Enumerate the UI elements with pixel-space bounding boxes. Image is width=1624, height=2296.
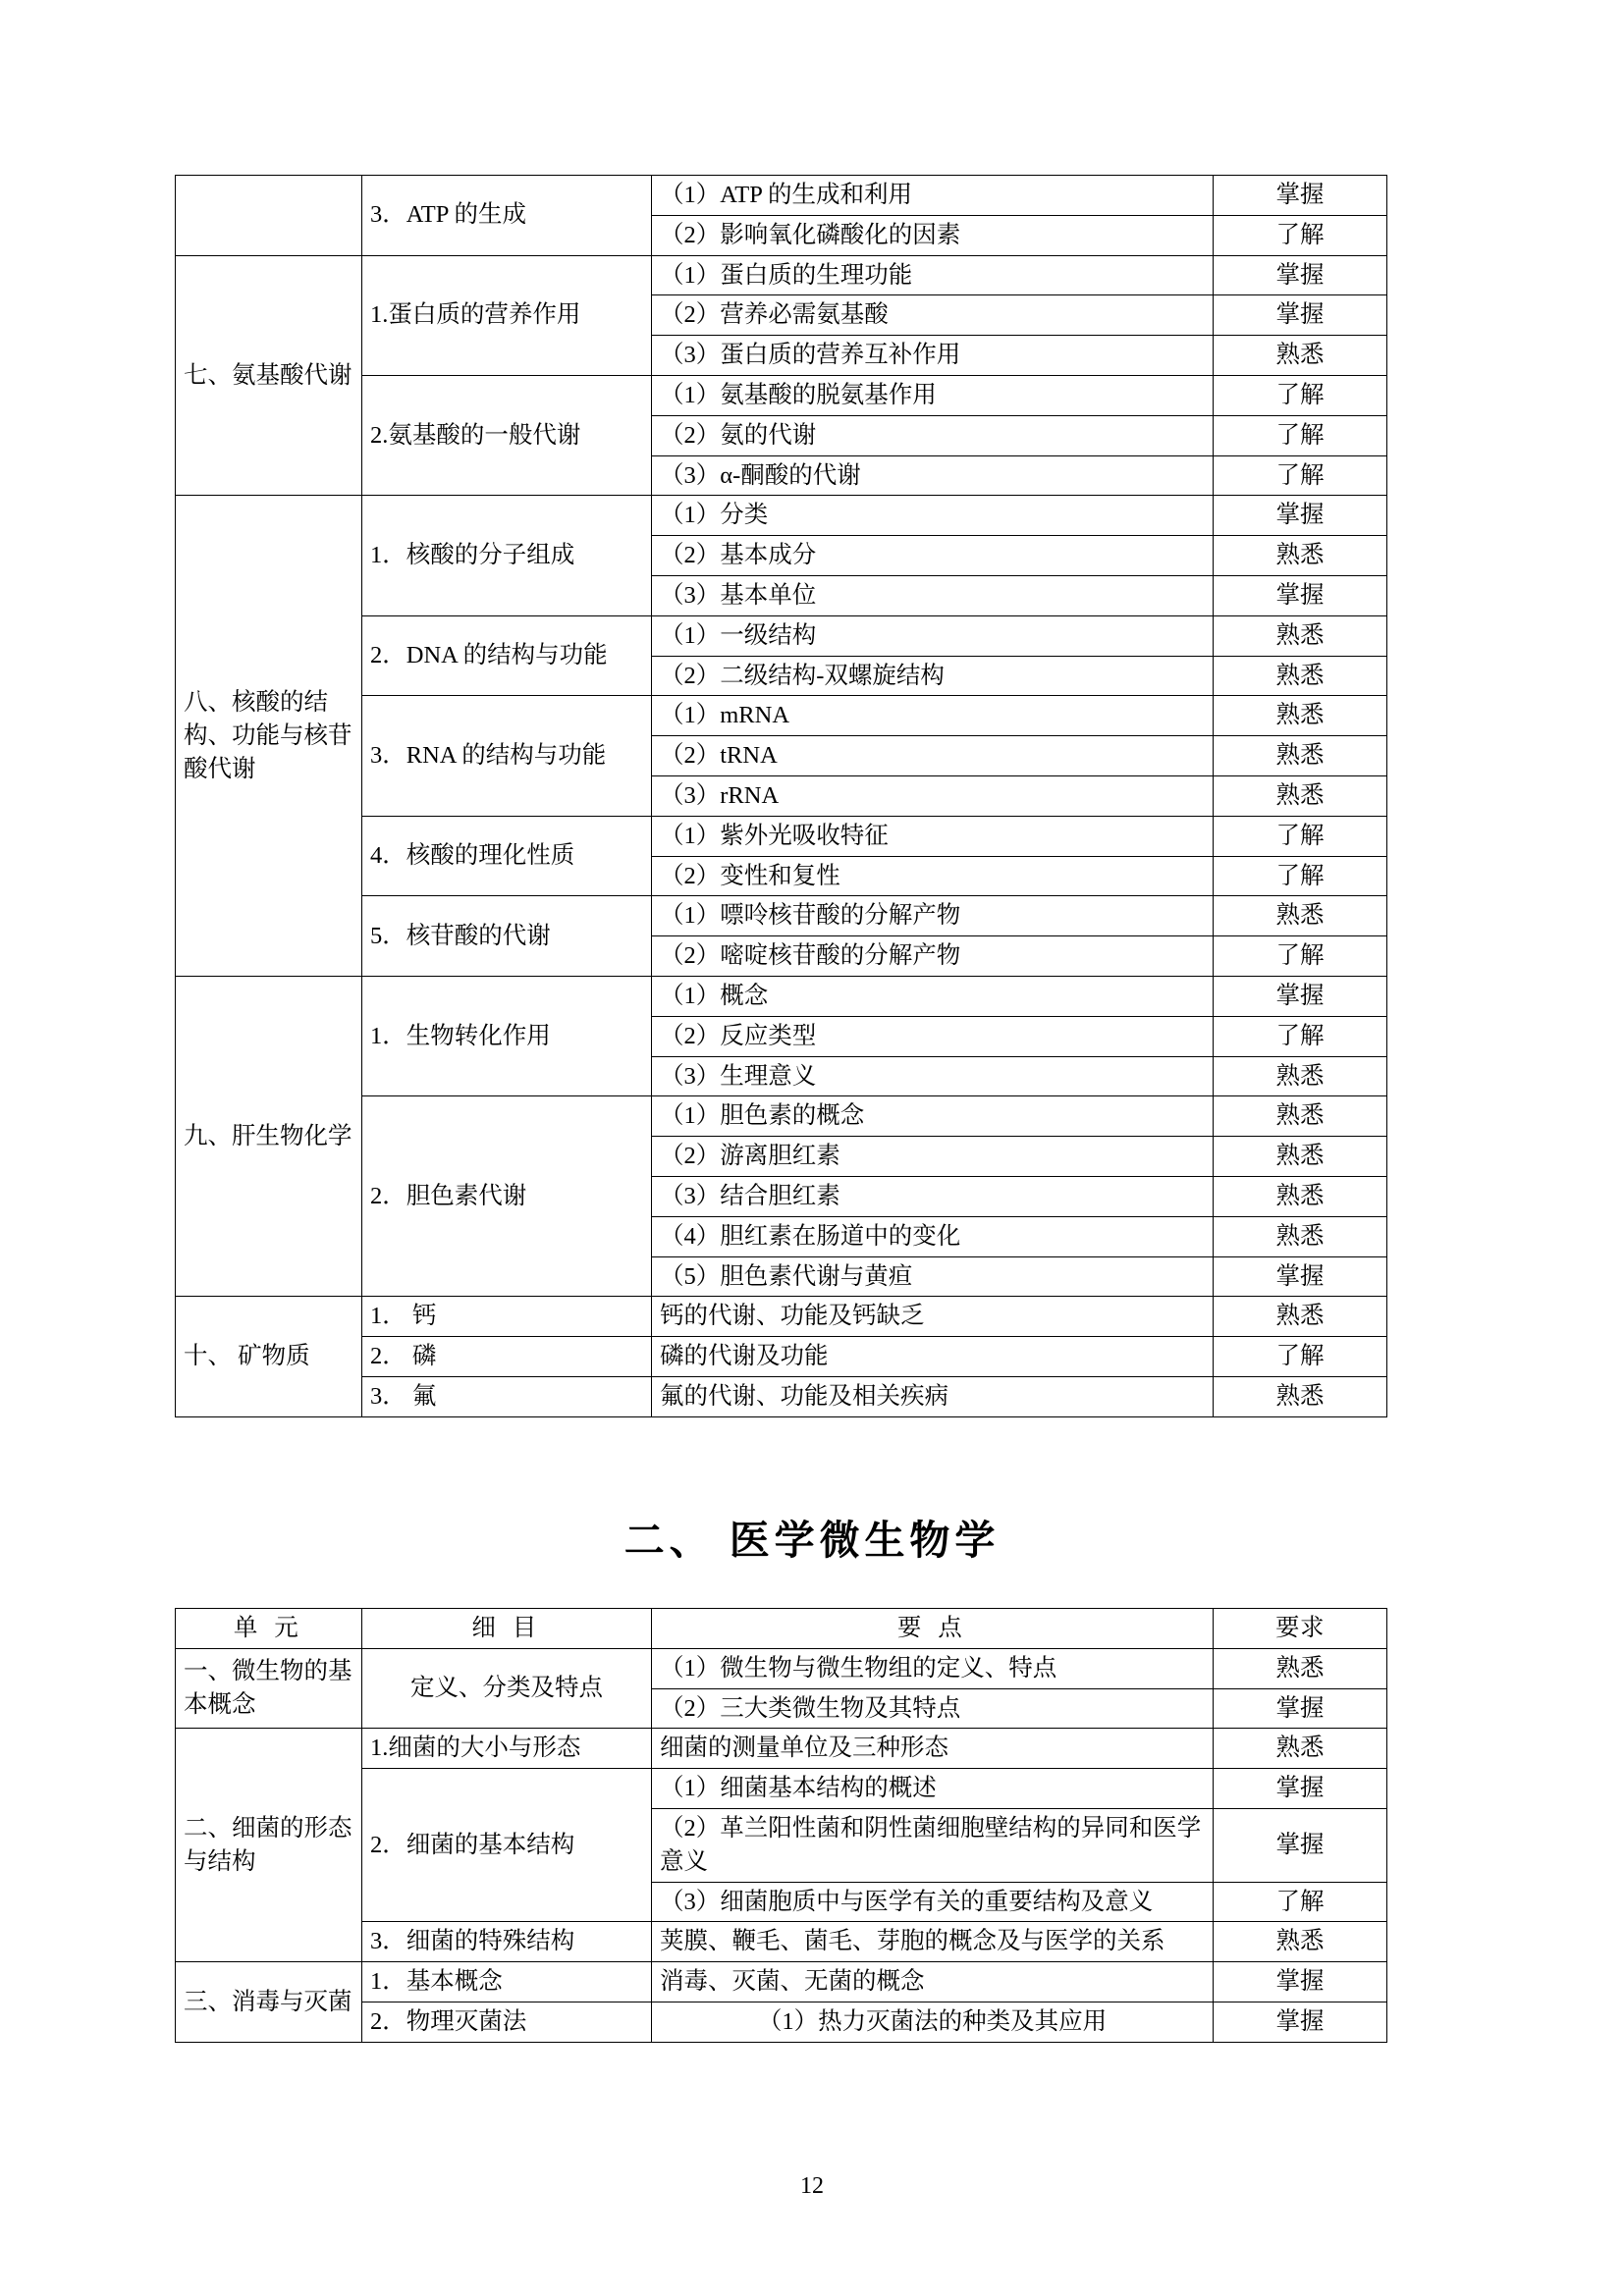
point-cell: （1）分类 (652, 496, 1214, 536)
point-cell: （4）胆红素在肠道中的变化 (652, 1216, 1214, 1256)
point-cell: （3）α-酮酸的代谢 (652, 455, 1214, 496)
point-cell: （2）反应类型 (652, 1016, 1214, 1056)
detail-cell: 2.氨基酸的一般代谢 (362, 375, 652, 495)
unit-cell: 三、消毒与灭菌 (176, 1962, 362, 2043)
point-cell: （1）一级结构 (652, 615, 1214, 656)
point-cell: （1）氨基酸的脱氨基作用 (652, 375, 1214, 415)
point-cell: （2）营养必需氨基酸 (652, 295, 1214, 336)
table-row (176, 1297, 1387, 1337)
requirement-cell: 了解 (1214, 856, 1387, 896)
point-cell: （2）嘧啶核苷酸的分解产物 (652, 936, 1214, 977)
point-cell: （1）热力灭菌法的种类及其应用 (652, 2002, 1214, 2042)
unit-cell: 二、细菌的形态与结构 (176, 1729, 362, 1962)
point-cell: （2）革兰阳性菌和阴性菌细胞壁结构的异同和医学意义 (652, 1808, 1214, 1882)
requirement-cell: 熟悉 (1214, 1922, 1387, 1962)
point-cell: （3）蛋白质的营养互补作用 (652, 336, 1214, 376)
point-cell: （3）生理意义 (652, 1056, 1214, 1096)
point-cell: （2）影响氧化磷酸化的因素 (652, 215, 1214, 255)
requirement-cell: 了解 (1214, 1016, 1387, 1056)
requirement-cell: 熟悉 (1214, 1176, 1387, 1216)
requirement-cell: 了解 (1214, 215, 1387, 255)
detail-cell: 3．RNA 的结构与功能 (362, 696, 652, 816)
requirement-cell: 掌握 (1214, 255, 1387, 295)
point-cell: （2）tRNA (652, 736, 1214, 776)
table-row (176, 176, 1387, 216)
detail-cell: 3． 氟 (362, 1376, 652, 1416)
requirement-cell: 熟悉 (1214, 1216, 1387, 1256)
detail-cell: 1.细菌的大小与形态 (362, 1729, 652, 1769)
requirement-cell: 掌握 (1214, 1256, 1387, 1297)
point-cell: （1）紫外光吸收特征 (652, 816, 1214, 856)
detail-cell: 2．胆色素代谢 (362, 1096, 652, 1297)
table-row (176, 496, 1387, 536)
requirement-cell: 掌握 (1214, 295, 1387, 336)
point-cell: （1）微生物与微生物组的定义、特点 (652, 1648, 1214, 1688)
point-cell: 磷的代谢及功能 (652, 1337, 1214, 1377)
unit-cell: 七、氨基酸代谢 (176, 255, 362, 496)
detail-cell: 1．生物转化作用 (362, 976, 652, 1095)
detail-cell: 3．ATP 的生成 (362, 176, 652, 256)
point-cell: （1）mRNA (652, 696, 1214, 736)
table-row (176, 1648, 1387, 1688)
detail-cell: 3．细菌的特殊结构 (362, 1922, 652, 1962)
requirement-cell: 熟悉 (1214, 1297, 1387, 1337)
table-row (176, 1729, 1387, 1769)
point-cell: 消毒、灭菌、无菌的概念 (652, 1962, 1214, 2002)
table-row (176, 255, 1387, 295)
requirement-cell: 熟悉 (1214, 896, 1387, 936)
requirement-cell: 了解 (1214, 375, 1387, 415)
detail-cell: 2． 磷 (362, 1337, 652, 1377)
requirement-cell: 熟悉 (1214, 1648, 1387, 1688)
page-number: 12 (800, 2173, 824, 2199)
unit-cell: 九、肝生物化学 (176, 976, 362, 1296)
requirement-cell: 掌握 (1214, 976, 1387, 1016)
detail-cell: 1． 钙 (362, 1297, 652, 1337)
unit-cell: 十、 矿物质 (176, 1297, 362, 1416)
point-cell: 细菌的测量单位及三种形态 (652, 1729, 1214, 1769)
column-header-requirement: 要求 (1214, 1609, 1387, 1649)
point-cell: （2）二级结构-双螺旋结构 (652, 656, 1214, 696)
point-cell: （2）基本成分 (652, 536, 1214, 576)
column-header-unit: 单 元 (176, 1609, 362, 1649)
point-cell: （2）游离胆红素 (652, 1137, 1214, 1177)
point-cell: （3）结合胆红素 (652, 1176, 1214, 1216)
point-cell: 荚膜、鞭毛、菌毛、芽胞的概念及与医学的关系 (652, 1922, 1214, 1962)
requirement-cell: 熟悉 (1214, 1729, 1387, 1769)
point-cell: （2）三大类微生物及其特点 (652, 1688, 1214, 1729)
unit-cell (176, 176, 362, 256)
point-cell: （1）概念 (652, 976, 1214, 1016)
point-cell: （1）ATP 的生成和利用 (652, 176, 1214, 216)
point-cell: （1）细菌基本结构的概述 (652, 1769, 1214, 1809)
point-cell: （3）细菌胞质中与医学有关的重要结构及意义 (652, 1882, 1214, 1922)
unit-cell: 八、核酸的结构、功能与核苷酸代谢 (176, 496, 362, 977)
requirement-cell: 熟悉 (1214, 1056, 1387, 1096)
column-header-detail: 细 目 (362, 1609, 652, 1649)
point-cell: （2）变性和复性 (652, 856, 1214, 896)
requirement-cell: 熟悉 (1214, 1376, 1387, 1416)
point-cell: （1）胆色素的概念 (652, 1096, 1214, 1137)
microbiology-syllabus-table (175, 1608, 1387, 2043)
detail-cell: 2．DNA 的结构与功能 (362, 615, 652, 696)
detail-cell: 4．核酸的理化性质 (362, 816, 652, 896)
requirement-cell: 了解 (1214, 1882, 1387, 1922)
table-row (176, 976, 1387, 1016)
requirement-cell: 掌握 (1214, 1962, 1387, 2002)
requirement-cell: 掌握 (1214, 176, 1387, 216)
point-cell: （3）rRNA (652, 775, 1214, 816)
detail-cell: 1.蛋白质的营养作用 (362, 255, 652, 375)
point-cell: （2）氨的代谢 (652, 415, 1214, 455)
point-cell: （3）基本单位 (652, 575, 1214, 615)
point-cell: （1）嘌呤核苷酸的分解产物 (652, 896, 1214, 936)
biochemistry-syllabus-table (175, 175, 1387, 1417)
requirement-cell: 熟悉 (1214, 536, 1387, 576)
requirement-cell: 掌握 (1214, 1769, 1387, 1809)
requirement-cell: 熟悉 (1214, 615, 1387, 656)
requirement-cell: 掌握 (1214, 1808, 1387, 1882)
detail-cell: 2．物理灭菌法 (362, 2002, 652, 2042)
detail-cell: 5．核苷酸的代谢 (362, 896, 652, 977)
detail-cell: 2．细菌的基本结构 (362, 1769, 652, 1922)
point-cell: （1）蛋白质的生理功能 (652, 255, 1214, 295)
point-cell: （5）胆色素代谢与黄疸 (652, 1256, 1214, 1297)
requirement-cell: 熟悉 (1214, 336, 1387, 376)
unit-cell: 一、微生物的基本概念 (176, 1648, 362, 1729)
table-header-row (176, 1609, 1387, 1649)
detail-cell: 1．基本概念 (362, 1962, 652, 2002)
point-cell: 氟的代谢、功能及相关疾病 (652, 1376, 1214, 1416)
requirement-cell: 了解 (1214, 936, 1387, 977)
requirement-cell: 了解 (1214, 816, 1387, 856)
point-cell: 钙的代谢、功能及钙缺乏 (652, 1297, 1214, 1337)
detail-cell: 定义、分类及特点 (362, 1648, 652, 1729)
requirement-cell: 熟悉 (1214, 775, 1387, 816)
requirement-cell: 熟悉 (1214, 1137, 1387, 1177)
requirement-cell: 掌握 (1214, 1688, 1387, 1729)
requirement-cell: 熟悉 (1214, 736, 1387, 776)
detail-cell: 1．核酸的分子组成 (362, 496, 652, 615)
table-row (176, 1962, 1387, 2002)
requirement-cell: 了解 (1214, 455, 1387, 496)
requirement-cell: 了解 (1214, 1337, 1387, 1377)
requirement-cell: 掌握 (1214, 575, 1387, 615)
requirement-cell: 熟悉 (1214, 656, 1387, 696)
column-header-point: 要 点 (652, 1609, 1214, 1649)
requirement-cell: 了解 (1214, 415, 1387, 455)
requirement-cell: 掌握 (1214, 2002, 1387, 2042)
section-heading: 二、 医学微生物学 (623, 1518, 1001, 1563)
requirement-cell: 熟悉 (1214, 696, 1387, 736)
requirement-cell: 熟悉 (1214, 1096, 1387, 1137)
requirement-cell: 掌握 (1214, 496, 1387, 536)
